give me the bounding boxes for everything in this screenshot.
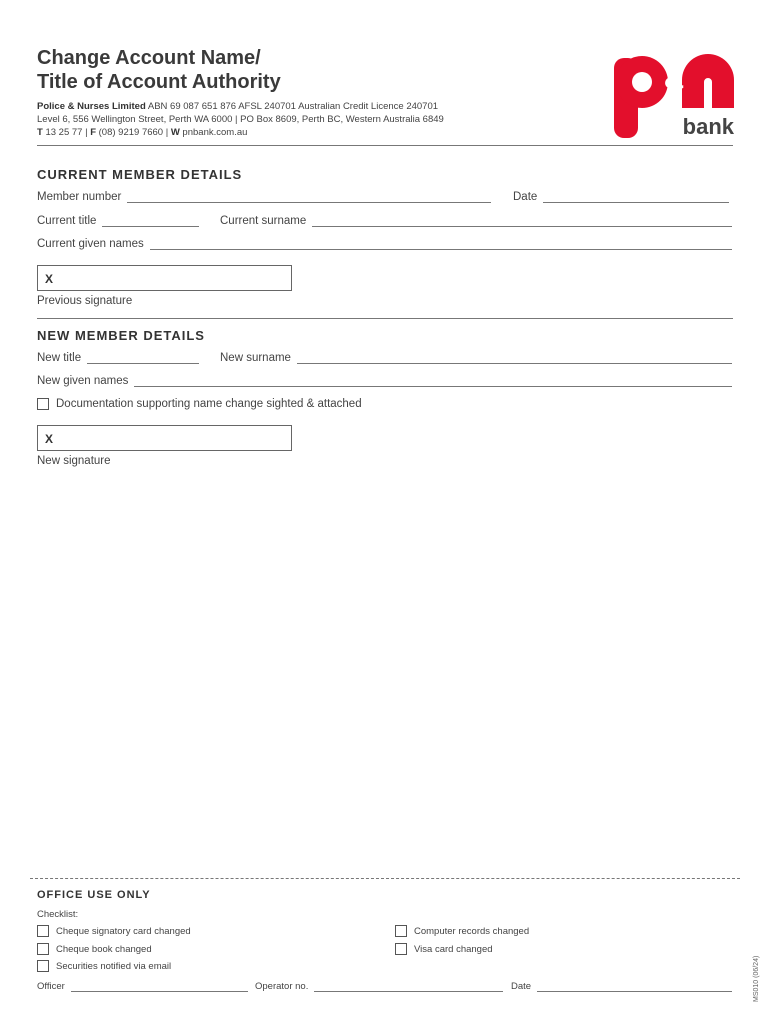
member-number-label: Member number xyxy=(37,191,122,203)
checklist-checkbox[interactable] xyxy=(37,943,49,955)
new-title-label: New title xyxy=(37,352,82,364)
office-use-heading: OFFICE USE ONLY xyxy=(37,889,151,901)
office-date-line[interactable] xyxy=(537,981,732,992)
office-date-label: Date xyxy=(511,981,532,992)
operator-field[interactable] xyxy=(255,981,503,992)
new-signature-mark: X xyxy=(45,432,54,446)
checklist-checkbox[interactable] xyxy=(37,925,49,937)
logo-bank-word: bank xyxy=(682,114,734,139)
officer-field[interactable] xyxy=(37,981,248,992)
checklist-item[interactable] xyxy=(37,943,152,955)
checklist-item[interactable] xyxy=(37,960,171,972)
phone-label: T xyxy=(37,127,43,138)
phone-number: 13 25 77 | xyxy=(42,127,91,138)
checklist-label: Checklist: xyxy=(37,909,79,920)
office-date-field[interactable] xyxy=(511,981,732,992)
office-use-cut-line xyxy=(30,878,740,879)
checklist-item-label: Visa card changed xyxy=(414,943,493,955)
current-surname-line[interactable] xyxy=(312,216,732,227)
web-address: pnbank.com.au xyxy=(179,127,248,138)
previous-signature-box[interactable] xyxy=(37,265,292,291)
checklist-item-label: Computer records changed xyxy=(414,925,530,937)
checklist-item-label: Cheque book changed xyxy=(56,943,152,955)
logo-ampersand: & xyxy=(663,63,685,94)
logo-p-counter xyxy=(632,72,652,92)
form-title-line1: Change Account Name/ xyxy=(37,47,261,69)
documentation-check-row[interactable] xyxy=(37,398,362,410)
documentation-check-label: Documentation supporting name change sighted & attached xyxy=(56,398,362,410)
checklist-item-label: Cheque signatory card changed xyxy=(56,925,191,937)
officer-label: Officer xyxy=(37,981,65,992)
current-date-field[interactable] xyxy=(513,191,729,203)
current-title-label: Current title xyxy=(37,215,97,227)
logo-n xyxy=(682,54,734,108)
current-surname-field[interactable] xyxy=(220,215,732,227)
new-title-line[interactable] xyxy=(87,353,199,364)
new-surname-line[interactable] xyxy=(297,353,732,364)
new-signature-caption: New signature xyxy=(37,455,111,467)
new-given-names-line[interactable] xyxy=(134,376,732,387)
checklist-checkbox[interactable] xyxy=(37,960,49,972)
checklist-item-label: Securities notified via email xyxy=(56,960,172,972)
new-surname-field[interactable] xyxy=(220,352,732,364)
checklist-item[interactable] xyxy=(395,943,493,955)
checklist-item[interactable] xyxy=(37,925,191,937)
fax-number: (08) 9219 7660 | xyxy=(96,127,171,138)
company-info xyxy=(37,100,444,139)
company-registration: ABN 69 087 651 876 AFSL 240701 Australian Credit Licence 240701 xyxy=(145,101,439,112)
new-given-names-label: New given names xyxy=(37,375,129,387)
current-title-field[interactable] xyxy=(37,215,199,227)
checklist-item[interactable] xyxy=(395,925,529,937)
company-name: Police & Nurses Limited xyxy=(37,101,146,112)
current-given-names-line[interactable] xyxy=(150,239,732,250)
web-label: W xyxy=(170,127,180,138)
current-date-label: Date xyxy=(513,191,538,203)
company-address: Level 6, 556 Wellington Street, Perth WA 6000 | PO Box 8609, Perth BC, Western Australia 6849 xyxy=(37,114,444,125)
form-title xyxy=(37,46,281,94)
header-divider xyxy=(37,145,733,146)
current-given-names-label: Current given names xyxy=(37,238,144,250)
previous-signature-caption: Previous signature xyxy=(37,295,133,307)
previous-signature-mark: X xyxy=(45,272,54,286)
form-title-line2: Title of Account Authority xyxy=(37,71,281,93)
checklist-checkbox[interactable] xyxy=(395,925,407,937)
section-divider xyxy=(37,318,733,319)
current-date-line[interactable] xyxy=(543,192,729,203)
new-surname-label: New surname xyxy=(220,352,291,364)
documentation-checkbox[interactable] xyxy=(37,398,49,410)
new-signature-box[interactable] xyxy=(37,425,292,451)
checklist-checkbox[interactable] xyxy=(395,943,407,955)
current-member-heading: CURRENT MEMBER DETAILS xyxy=(37,167,243,182)
operator-line[interactable] xyxy=(314,981,503,992)
pn-bank-logo xyxy=(612,50,736,140)
current-title-line[interactable] xyxy=(102,216,199,227)
officer-line[interactable] xyxy=(71,981,248,992)
new-given-names-field[interactable] xyxy=(37,375,732,387)
current-surname-label: Current surname xyxy=(220,215,307,227)
member-number-line[interactable] xyxy=(127,192,491,203)
member-number-field[interactable] xyxy=(37,191,491,203)
new-title-field[interactable] xyxy=(37,352,199,364)
fax-label: F xyxy=(90,127,96,138)
new-member-heading: NEW MEMBER DETAILS xyxy=(37,328,205,343)
current-given-names-field[interactable] xyxy=(37,238,732,250)
form-code: MS010 (06/24) xyxy=(753,955,760,1002)
operator-label: Operator no. xyxy=(255,981,309,992)
